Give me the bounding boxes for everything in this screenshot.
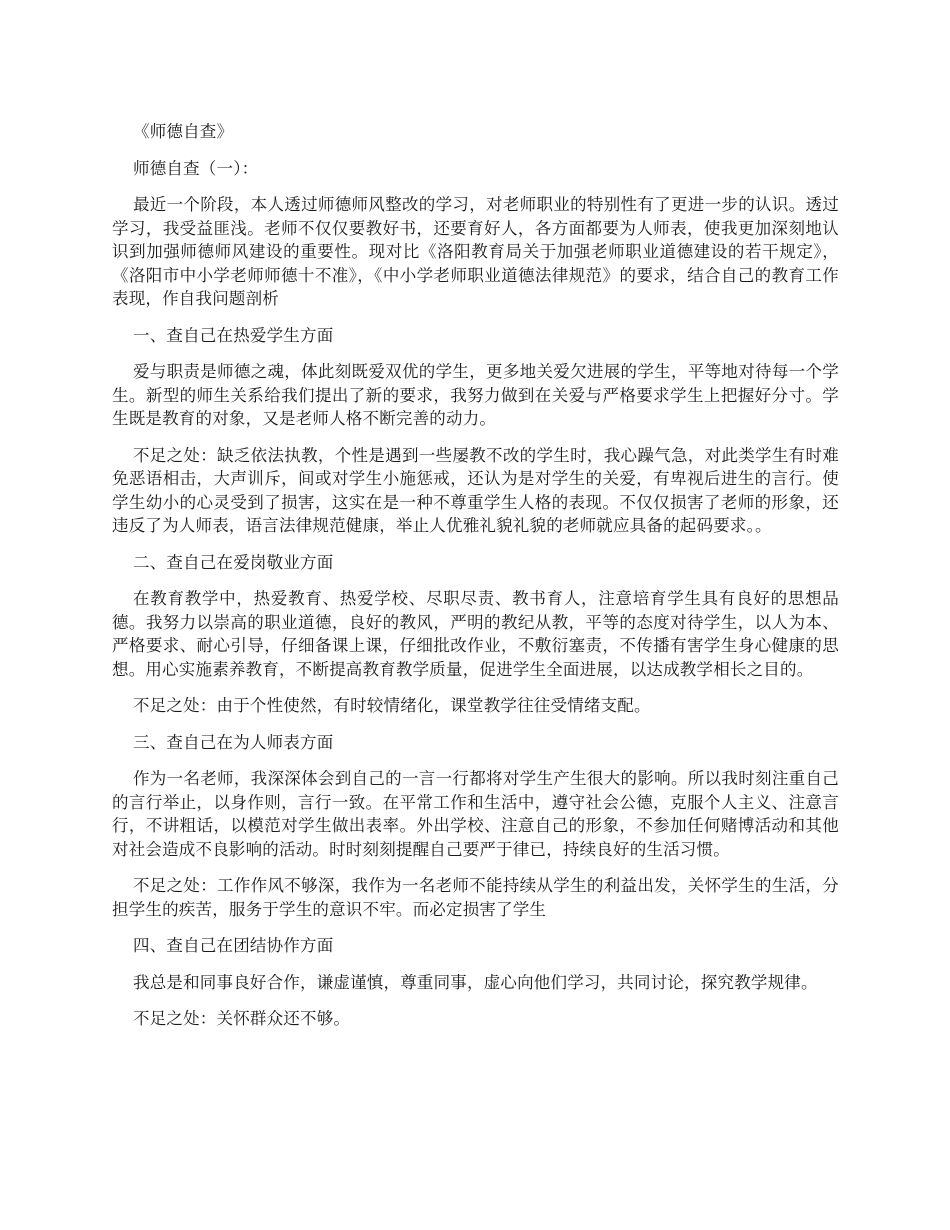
section-heading-3: 三、查自己在为人师表方面 — [133, 732, 334, 752]
body-paragraph: 不足之处：关怀群众还不够。 — [133, 1009, 351, 1028]
body-paragraph: 不足之处：由于个性使然，有时较情绪化，课堂教学往往受情绪支配。 — [133, 696, 651, 715]
body-paragraph: 爱与职责是师德之魂，体此刻既爱双优的学生，更多地关爱欠进展的学生，平等地对待每一个学生。新型的师生关系给我们提出了新的要求，我努力做到在关爱与严格要求学生上把握好分寸。学生既是教育的对象，又是老师人格不断完善的动力。 — [112, 362, 839, 428]
document-body — [112, 120, 839, 1044]
body-paragraph: 我总是和同事良好合作，谦虚谨慎，尊重同事，虚心向他们学习，共同讨论，探究教学规律。 — [133, 972, 818, 992]
section-heading-1: 一、查自己在热爱学生方面 — [133, 325, 334, 345]
body-paragraph: 作为一名老师，我深深体会到自己的一言一行都将对学生产生很大的影响。所以我时刻注重自己的言行举止，以身作则，言行一致。在平常工作和生活中，遵守社会公德，克服个人主义、注意言行，不讲粗话，以模范对学生做出表率。外出学校、注意自己的形象，不参加任何赌博活动和其他对社会造成不良影响的活动。时时刻刻提醒自己要严于律已，持续良好的生活习惯。 — [112, 769, 839, 859]
body-paragraph: 不足之处：工作作风不够深，我作为一名老师不能持续从学生的利益出发，关怀学生的生活，分担学生的疾苦，服务于学生的意识不牢。而必定损害了学生 — [112, 876, 839, 919]
section-heading-4: 四、查自己在团结协作方面 — [133, 936, 334, 955]
intro-paragraph: 最近一个阶段，本人透过师德师风整改的学习，对老师职业的特别性有了更进一步的认识。透过学习，我受益匪浅。老师不仅仅要教好书，还要育好人，各方面都要为人师表，使我更加深刻地认识到加强师德师风建设的重要性。现对比《洛阳教育局关于加强老师职业道德建设的若干规定》，《洛阳市中小学老师师德十不准》，《中小学老师职业道德法律规范》的要求，结合自己的教育工作表现，作自我问题剖析 — [112, 195, 839, 308]
document-title: 《师德自查》 — [133, 122, 234, 141]
section-heading-2: 二、查自己在爱岗敬业方面 — [133, 552, 334, 572]
document-subtitle: 师德自查（一）： — [133, 158, 259, 178]
body-paragraph: 不足之处：缺乏依法执教，个性是遇到一些屡教不改的学生时，我心躁气急，对此类学生有时难免恶语相击，大声训斥，间或对学生小施惩戒，还认为是对学生的关爱，有卑视后进生的言行。使学生幼小的心灵受到了损害，这实在是一种不尊重学生人格的表现。不仅仅损害了老师的形象，还违反了为人师表，语言法律规范健康，举止人优雅礼貌礼貌的老师就应具备的起码要求。。 — [112, 445, 839, 535]
body-paragraph: 在教育教学中，热爱教育、热爱学校、尽职尽责、教书育人，注意培育学生具有良好的思想品德。我努力以崇高的职业道德，良好的教风，严明的教纪从教，平等的态度对待学生，以人为本、严格要求、耐心引导，仔细备课上课，仔细批改作业，不敷衍塞责，不传播有害学生身心健康的思想。用心实施素养教育，不断提高教育教学质量，促进学生全面进展，以达成教学相长之目的。 — [112, 589, 839, 679]
